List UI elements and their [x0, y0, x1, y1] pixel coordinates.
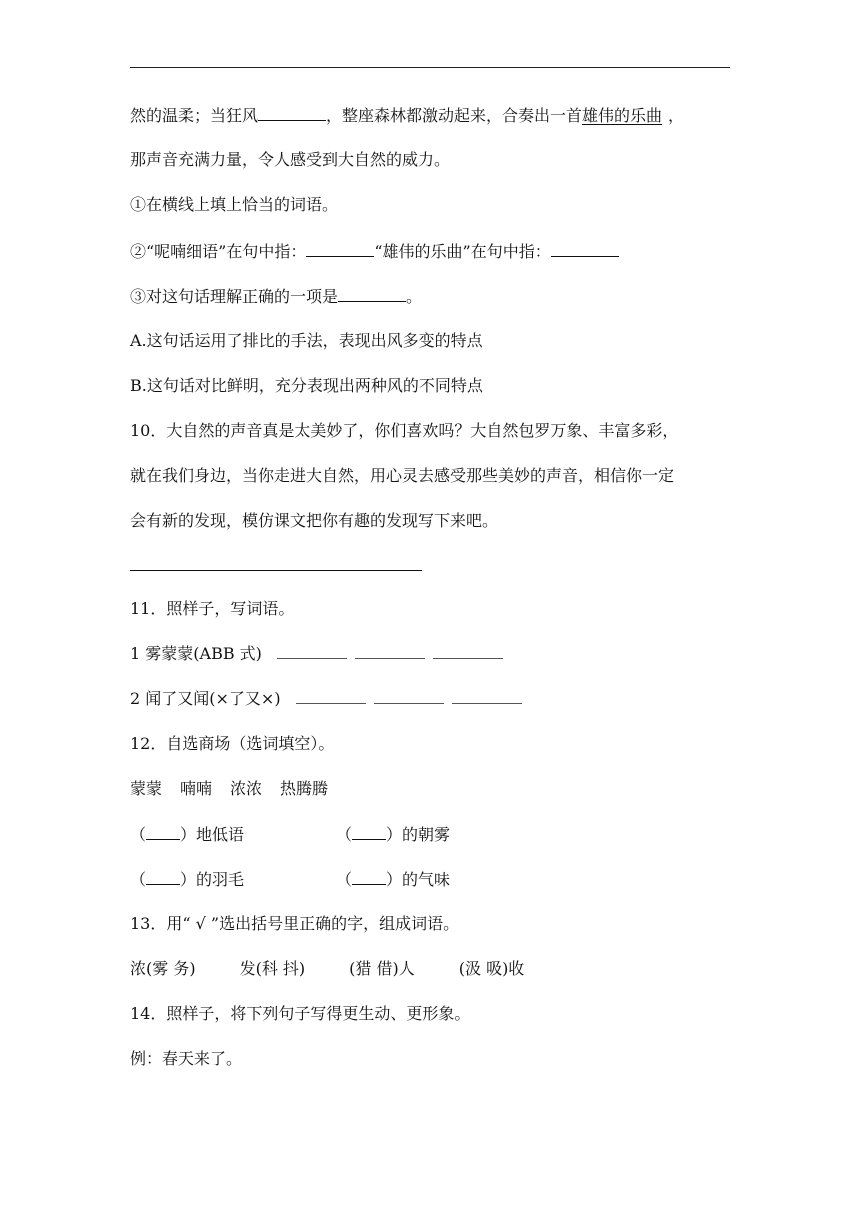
q11-item2-blank-1[interactable] [296, 689, 366, 704]
q9-option-a: A.这句话运用了排比的手法，表现出风多变的特点 [130, 331, 483, 350]
q11-item1-blank-1[interactable] [277, 644, 347, 659]
q9-line2: 那声音充满力量，令人感受到大自然的威力。 [130, 150, 451, 169]
q9-blank-4[interactable] [338, 285, 406, 302]
q12-blank[interactable] [352, 868, 386, 885]
q11-item1-blank-3[interactable] [433, 644, 503, 659]
q9-line1: 然的温柔；当狂风 ，整座森林都激动起来，合奏出一首雄伟的乐曲 ， [130, 106, 685, 125]
q11-item2: 2 闻了又闻(×了又×) [130, 688, 530, 710]
q12-blank[interactable] [352, 823, 386, 840]
q13-item: (猎 借)人 [349, 959, 415, 978]
q10-line1: 10．大自然的声音真是太美妙了，你们喜欢吗？大自然包罗万象、丰富多彩， [130, 421, 679, 440]
q9-blank-1[interactable] [258, 104, 326, 121]
q12-row2-left: （ ）的羽毛 [130, 870, 245, 889]
q12-row2-right: （ ）的气味 [336, 870, 451, 889]
q14-title: 14．照样子，将下列句子写得更生动、更形象。 [130, 1004, 471, 1023]
q13-items [130, 958, 524, 980]
q11-title: 11．照样子，写词语。 [130, 599, 295, 618]
q12-word-bank [130, 778, 328, 800]
q13-item: (汲 吸)收 [458, 959, 525, 978]
q9-sub3: ③对这句话理解正确的一项是 。 [130, 287, 423, 306]
q9-blank-2[interactable] [306, 240, 374, 257]
q9-blank-3[interactable] [551, 240, 619, 257]
q10-line3: 会有新的发现，模仿课文把你有趣的发现写下来吧。 [130, 511, 499, 530]
q12-word: 喃喃 [180, 779, 213, 798]
q10-answer-line[interactable] [130, 570, 422, 571]
q12-blank[interactable] [146, 823, 180, 840]
q9-underlined-phrase: 雄伟的乐曲 [582, 106, 663, 125]
q11-item2-blank-3[interactable] [452, 689, 522, 704]
header-rule [130, 67, 730, 68]
q11-item1: 1 雾蒙蒙(ABB 式) [130, 643, 511, 665]
q10-line2: 就在我们身边，当你走进大自然，用心灵去感受那些美妙的声音，相信你一定 [130, 466, 675, 485]
q11-item2-blank-2[interactable] [374, 689, 444, 704]
q9-sub2: ②“呢喃细语”在句中指： “雄伟的乐曲”在句中指： [130, 240, 619, 263]
q13-title: 13．用“ √ ”选出括号里正确的字，组成词语。 [130, 914, 460, 933]
q13-item: 浓(雾 务) [130, 959, 196, 978]
q12-row1-left: （ ）地低语 [130, 825, 245, 844]
q13-item: 发(科 抖) [239, 959, 306, 978]
q12-row1-right: （ ）的朝雾 [336, 825, 451, 844]
q12-word: 浓浓 [230, 779, 263, 798]
q14-example: 例：春天来了。 [130, 1049, 243, 1068]
q12-blank[interactable] [146, 868, 180, 885]
q11-item1-blank-2[interactable] [355, 644, 425, 659]
q9-sub1: ①在横线上填上恰当的词语。 [130, 195, 339, 214]
q12-word: 蒙蒙 [130, 779, 163, 798]
q12-title: 12．自选商场（选词填空）。 [130, 734, 335, 753]
q9-option-b: B.这句话对比鲜明，充分表现出两种风的不同特点 [130, 376, 483, 395]
q12-word: 热腾腾 [280, 779, 329, 798]
